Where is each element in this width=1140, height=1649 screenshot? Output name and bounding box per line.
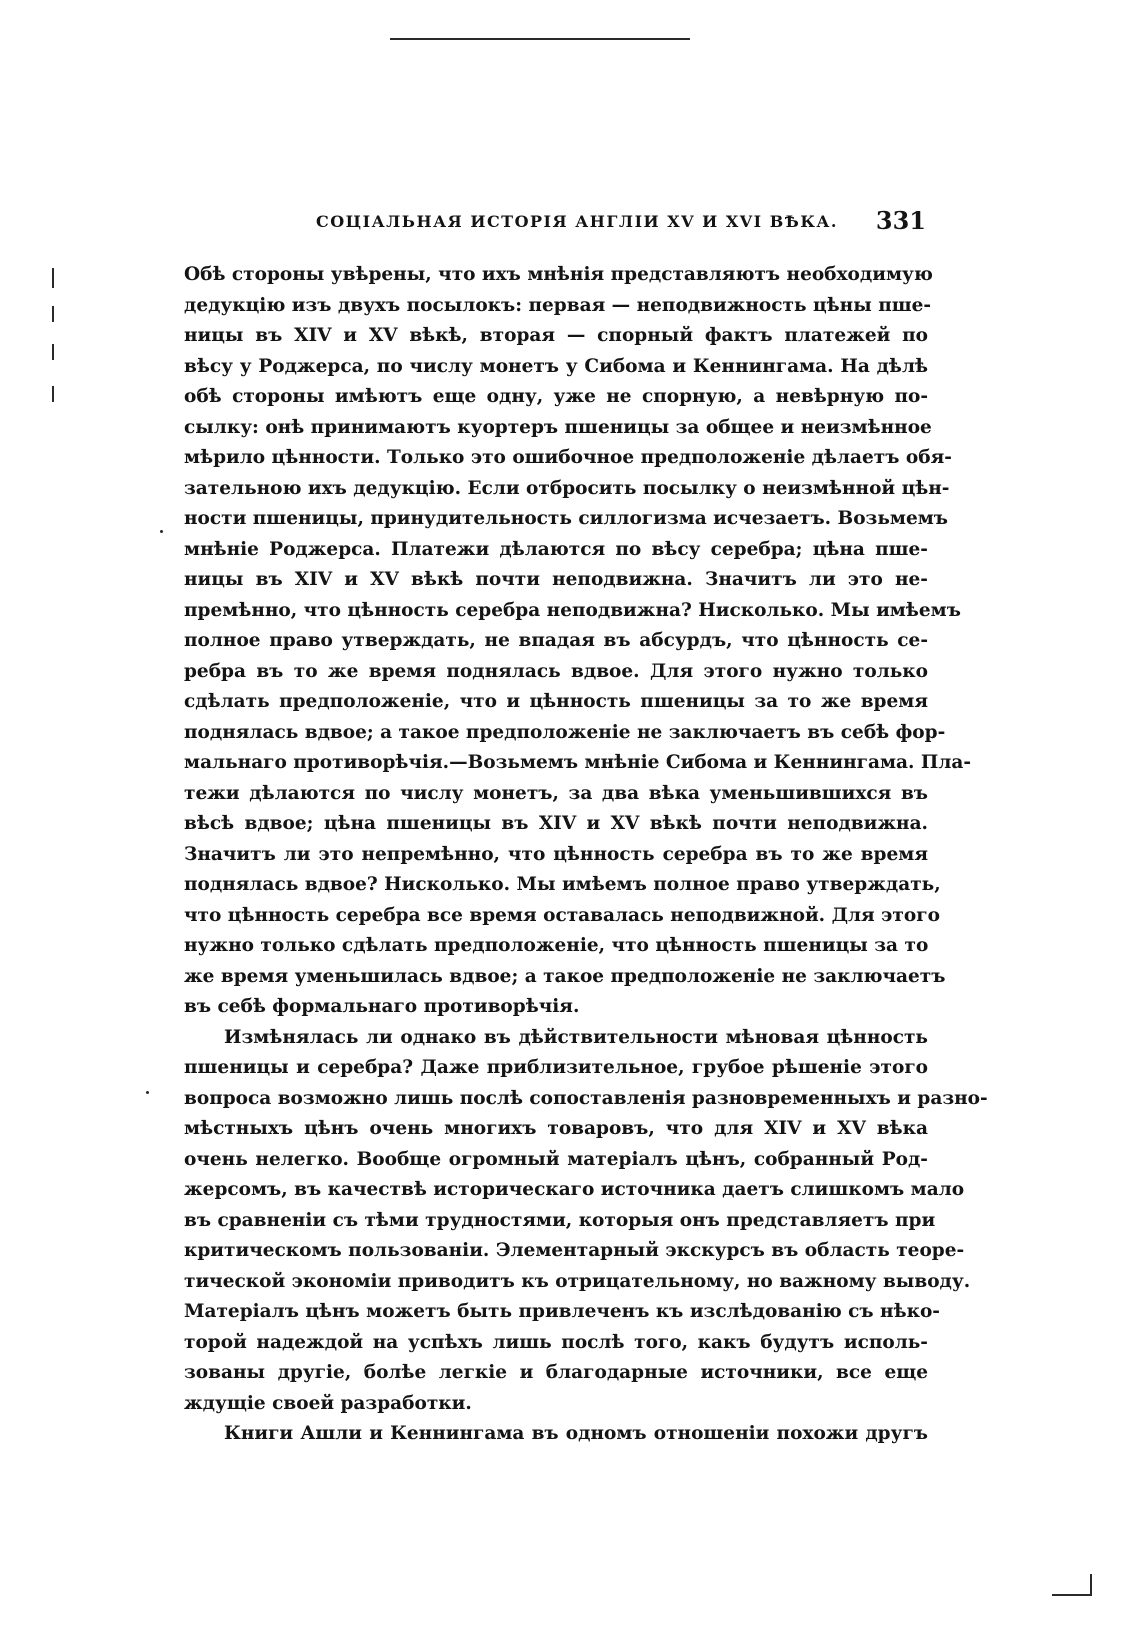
text-line: ницы въ XIV и XV вѣкѣ, вторая — спорный фактъ платежей по (184, 325, 928, 346)
text-line: Матеріалъ цѣнъ можетъ быть привлеченъ къ изслѣдованію съ нѣко- (184, 1301, 940, 1322)
margin-mark (52, 306, 54, 322)
margin-dot (146, 1091, 149, 1094)
text-line: Измѣнялась ли однако въ дѣйствительности мѣновая цѣнность (224, 1026, 928, 1048)
text-line: мнѣніе Роджерса. Платежи дѣлаются по вѣсу серебра; цѣна пше- (184, 538, 928, 560)
text-line: сылку: онѣ принимаютъ куортеръ пшеницы за общее и неизмѣнное (184, 416, 932, 438)
text-line: мальнаго противорѣчія.—Возьмемъ мнѣніе Сибома и Кеннингама. Пла- (184, 752, 972, 773)
text-line: поднялась вдвое? Нисколько. Мы имѣемъ полное право утверждать, (184, 874, 941, 895)
text-line: тежи дѣлаются по числу монетъ, за два вѣка уменьшившихся въ (184, 782, 928, 804)
text-line: вѣсѣ вдвое; цѣна пшеницы въ XIV и XV вѣкѣ почти неподвижна. (184, 813, 928, 834)
text-line: же время уменьшилась вдвое; а такое предположеніе не заключаетъ (184, 965, 946, 987)
margin-mark (52, 386, 54, 402)
margin-mark (52, 268, 54, 288)
text-line: въ себѣ формальнаго противорѣчія. (184, 996, 580, 1017)
text-line: тической экономіи приводитъ къ отрицательному, но важному выводу. (184, 1270, 971, 1292)
running-head: СОЦІАЛЬНАЯ ИСТОРІЯ АНГЛІИ XV И XVI ВѢКА. (316, 212, 838, 231)
corner-mark (1052, 1594, 1092, 1596)
margin-dot (160, 530, 163, 533)
text-line: вопроса возможно лишь послѣ сопоставленія разновременныхъ и разно- (184, 1087, 988, 1109)
text-line: премѣнно, что цѣнность серебра неподвижна? Нисколько. Мы имѣемъ (184, 599, 961, 621)
text-line: мѣстныхъ цѣнъ очень многихъ товаровъ, что для XIV и XV вѣка (184, 1118, 928, 1139)
text-line: поднялась вдвое; а такое предположеніе не заключаетъ въ себѣ фор- (184, 721, 946, 743)
text-line: жерсомъ, въ качествѣ историческаго источника даетъ слишкомъ мало (184, 1179, 965, 1200)
text-line: сдѣлать предположеніе, что и цѣнность пшеницы за то же время (184, 691, 928, 712)
text-line: торой надеждой на успѣхъ лишь послѣ того, какъ будутъ исполь- (184, 1331, 928, 1353)
text-line: Значитъ ли это непремѣнно, что цѣнность серебра въ то же время (184, 843, 928, 865)
text-line: дедукцію изъ двухъ посылокъ: первая — неподвижность цѣны пше- (184, 294, 932, 316)
text-line: въ сравненіи съ тѣми трудностями, которыя онъ представляетъ при (184, 1209, 936, 1231)
body-text (184, 260, 988, 1450)
page-header (184, 200, 928, 244)
text-line: Книги Ашли и Кеннингама въ одномъ отношеніи похожи другъ (224, 1423, 928, 1444)
text-line: пшеницы и серебра? Даже приблизительное, грубое рѣшеніе этого (184, 1057, 928, 1078)
text-line: зательною ихъ дедукцію. Если отбросить посылку о неизмѣнной цѣн- (184, 477, 950, 499)
text-line: ждущіе своей разработки. (184, 1392, 472, 1414)
corner-mark (1090, 1574, 1092, 1596)
text-line: зованы другіе, болѣе легкіе и благодарные источники, все еще (184, 1362, 928, 1383)
page-number: 331 (875, 206, 926, 235)
text-line: ницы въ XIV и XV вѣкѣ почти неподвижна. Значитъ ли это не- (184, 569, 928, 590)
text-line: обѣ стороны имѣютъ еще одну, уже не спорную, а невѣрную по- (184, 386, 928, 407)
text-line: полное право утверждать, не впадая въ абсурдъ, что цѣнность се- (184, 630, 928, 651)
margin-mark (52, 344, 54, 360)
text-line: ребра въ то же время поднялась вдвое. Для этого нужно только (184, 660, 928, 682)
text-line: Обѣ стороны увѣрены, что ихъ мнѣнія представляютъ необходимую (184, 264, 933, 285)
text-line: нужно только сдѣлать предположеніе, что цѣнность пшеницы за то (184, 935, 929, 956)
text-line: что цѣнность серебра все время оставалась неподвижной. Для этого (184, 904, 940, 926)
top-rule (390, 38, 690, 40)
text-line: мѣрило цѣнности. Только это ошибочное предположеніе дѣлаетъ обя- (184, 447, 952, 468)
text-line: ности пшеницы, принудительность силлогизма исчезаетъ. Возьмемъ (184, 508, 949, 529)
text-line: очень нелегко. Вообще огромный матеріалъ цѣнъ, собранный Род- (184, 1148, 928, 1170)
text-line: вѣсу у Роджерса, по числу монетъ у Сибома и Кеннингама. На дѣлѣ (184, 355, 928, 377)
text-line: критическомъ пользованіи. Элементарный экскурсъ въ область теоре- (184, 1240, 965, 1261)
